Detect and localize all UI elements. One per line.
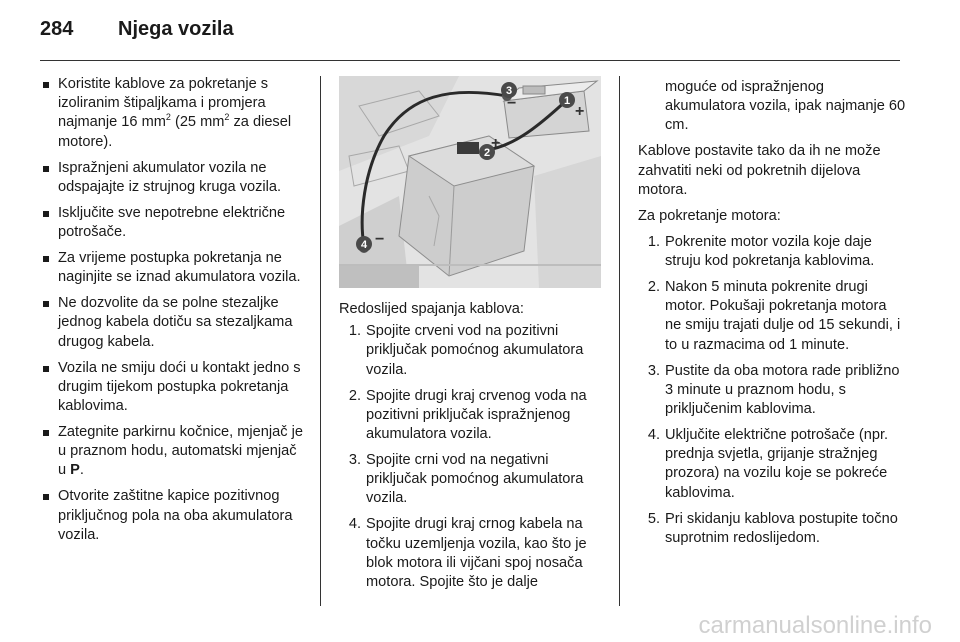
page-title: Njega vozila <box>118 18 234 40</box>
callout-1: 1 <box>563 95 571 107</box>
minus-symbol-1: − <box>507 95 517 112</box>
list-item: Za vrijeme postupka pokretanja ne naginjite se iznad akumulatora vozila. <box>40 249 306 287</box>
page-number: 284 <box>40 18 74 40</box>
list-item: Zategnite parkirnu kočnice, mjenjač je u praznom hodu, automatski mjenjač u P. <box>40 423 306 481</box>
list-item: 5. Pri skidanju kablova postupite točno suprotnim redoslijedom. <box>647 510 898 546</box>
callout-4: 4 <box>360 239 368 251</box>
step-continuation: moguće od ispražnjenog akumulatora vozila, ipak najmanje 60 cm. <box>665 79 906 134</box>
minus-symbol-2: − <box>375 231 385 248</box>
list-item: 2. Spojite drugi kraj crvenog voda na pozitivni priključak ispražnjenog akumulatora vozila. <box>348 387 587 443</box>
battery-jump-start-illustration <box>339 76 601 288</box>
callout-2: 2 <box>483 147 491 159</box>
list-item: 1. Pokrenite motor vozila koje daje struju kod pokretanja kablovima. <box>647 233 875 270</box>
list-item: Vozila ne smiju doći u kontakt jedno s drugim tijekom postupka pokretanja kablovima. <box>40 359 306 417</box>
list-item: Ne dozvolite da se polne stezaljke jednog kabela dotiču sa stezaljkama drugog kabela. <box>40 294 306 352</box>
connection-order-heading: Redoslijed spajanja kablova: <box>339 301 524 317</box>
watermark-text: carmanualsonline.info <box>698 612 932 639</box>
list-item: 3. Spojite crni vod na negativni priključak pomoćnog akumulatora vozila. <box>348 452 584 507</box>
plus-symbol-1: + <box>575 103 585 120</box>
list-item: Ispražnjeni akumulator vozila ne odspajajte iz strujnog kruga vozila. <box>40 159 306 197</box>
list-item: 2. Nakon 5 minuta pokrenite drugi motor. Pokušaji pokretanja motora ne smiju trajati dulje od 15 sekundi, i to u razmacima od 1 minute. <box>647 279 901 353</box>
list-item: 3. Pustite da oba motora rade približno 3 minute u praznom hodu, s priključenim kablovima. <box>647 362 900 418</box>
connection-steps <box>339 322 607 592</box>
plus-symbol-2: + <box>491 135 501 152</box>
page-header <box>40 18 234 41</box>
middle-column <box>339 300 607 599</box>
list-item: Otvorite zaštitne kapice pozitivnog priključnog pola na oba akumulatora vozila. <box>40 487 306 545</box>
list-item: 4. Uključite električne potrošače (npr. prednja svjetla, grijanje stražnjeg prozora) na vozilu koje se pokreće kablovima. <box>647 427 889 501</box>
list-item: Isključite sve nepotrebne električne potrošače. <box>40 204 306 242</box>
precaution-list <box>40 75 306 545</box>
list-item: 4. Spojite drugi kraj crnog kabela na točku uzemljenja vozila, kao što je blok motora ili vijčani spoj nosača motora. Spojite što je dalje <box>348 516 587 591</box>
cable-placement-paragraph: Kablove postavite tako da ih ne može zahvatiti neki od pokretnih dijelova motora. <box>638 143 881 198</box>
column-divider-left <box>320 76 321 606</box>
engine-start-heading: Za pokretanje motora: <box>638 207 781 224</box>
list-item: 1. Spojite crveni vod na pozitivni priključak pomoćnog akumulatora vozila. <box>348 323 584 378</box>
left-column <box>40 75 306 552</box>
header-rule <box>40 60 900 61</box>
engine-start-steps <box>638 233 906 548</box>
column-divider-right <box>619 76 620 606</box>
list-item: Koristite kablove za pokretanje s izoliranim štipaljkama i promjera najmanje 16 $mm^2$ (25 $mm^2$ za diesel motore). <box>40 75 306 152</box>
callout-3: 3 <box>505 85 513 97</box>
right-column <box>638 78 906 555</box>
